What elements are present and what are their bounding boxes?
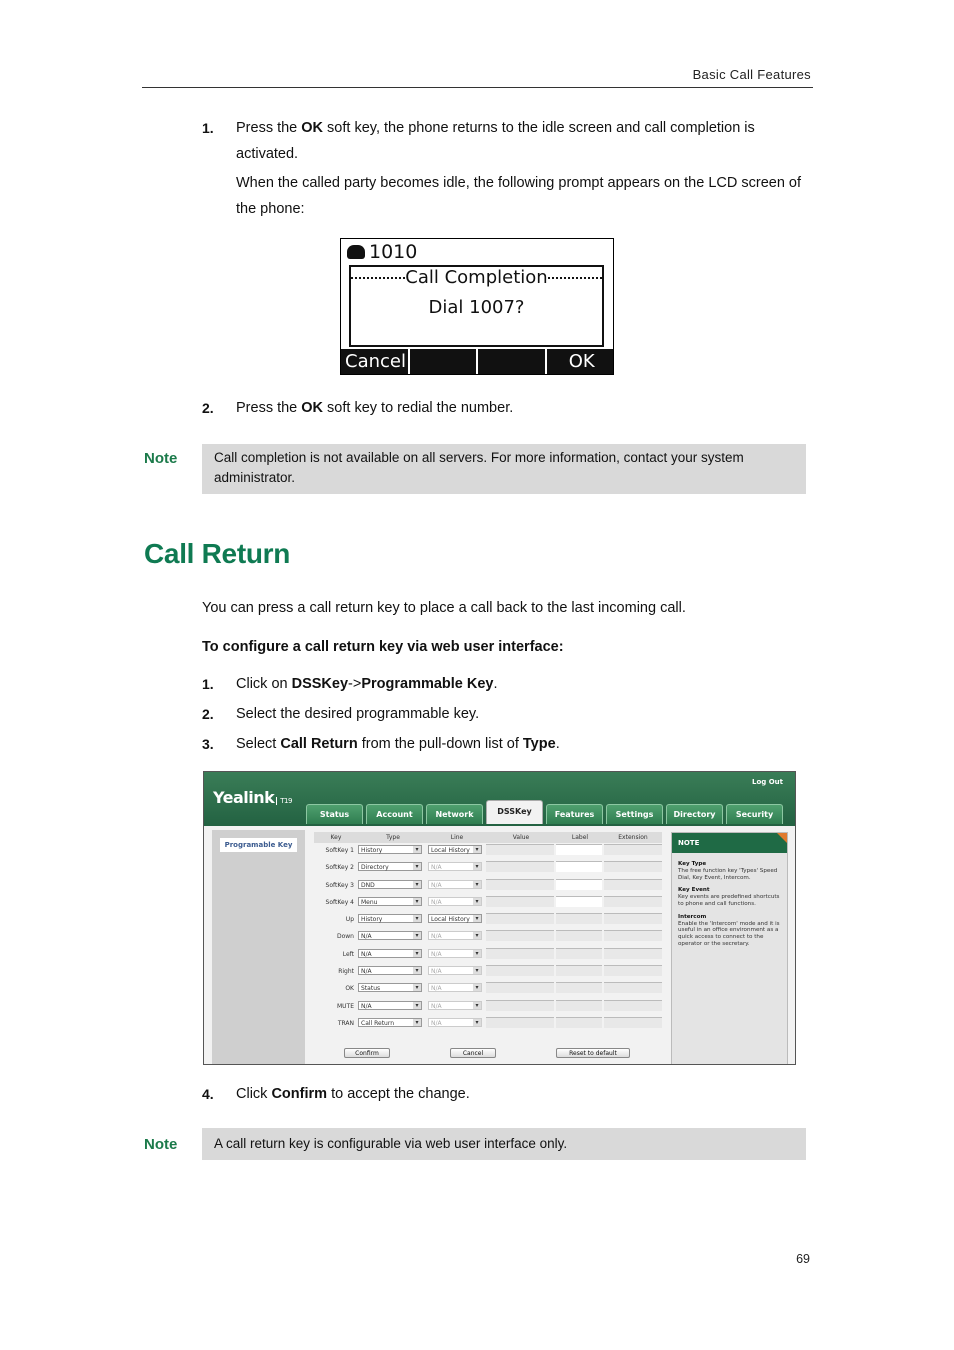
line-select[interactable]: N/A ▾ [428, 880, 482, 889]
extension-input[interactable] [604, 879, 662, 890]
label-input[interactable] [556, 948, 602, 959]
procedure-title: To configure a call return key via web user interface: [202, 639, 564, 655]
key-label: SoftKey 4 [325, 898, 354, 906]
extension-input[interactable] [604, 930, 662, 941]
table-row [314, 947, 662, 964]
table-row [314, 912, 662, 929]
softkey-ok[interactable]: OK [568, 351, 595, 372]
extension-input[interactable] [604, 948, 662, 959]
header-rule [142, 87, 813, 88]
label-input[interactable] [556, 861, 602, 872]
sidebar-item-programable-key[interactable]: Programable Key [220, 838, 297, 852]
web-note-panel [671, 832, 788, 1065]
paragraph: You can press a call return key to place a call back to the last incoming call. [202, 600, 686, 616]
key-label: OK [345, 985, 354, 993]
line-select[interactable]: N/A ▾ [428, 966, 482, 975]
web-ui-screenshot [203, 771, 796, 1065]
label-input[interactable] [556, 965, 602, 976]
label-input[interactable] [556, 844, 602, 855]
key-label: SoftKey 1 [325, 847, 354, 854]
tab-features[interactable]: Features [546, 804, 603, 824]
note-label: Note [144, 1136, 178, 1153]
step-text: Press the OK soft key to redial the number. [236, 400, 514, 416]
key-label: Down [336, 933, 354, 941]
key-label: Left [342, 950, 354, 958]
step-number: 1. [202, 676, 214, 692]
label-input[interactable] [556, 1000, 602, 1011]
step-text: Select the desired programmable key. [236, 706, 480, 722]
extension-input[interactable] [604, 1017, 662, 1028]
step-number: 2. [202, 400, 214, 416]
step-text: Click on DSSKey->Programmable Key. [236, 676, 498, 692]
step-number: 1. [202, 120, 214, 136]
extension-input[interactable] [604, 982, 662, 993]
softkey-cancel[interactable]: Cancel [341, 349, 410, 374]
type-select[interactable]: N/A ▾ [358, 1001, 422, 1010]
web-tab-bar [306, 804, 786, 824]
label-input[interactable] [556, 879, 602, 890]
column-header: Value [512, 834, 530, 841]
step-text: Click Confirm to accept the change. [236, 1086, 470, 1102]
line-select[interactable]: N/A ▾ [428, 862, 482, 871]
yealink-logo: Yealink T19 [213, 788, 292, 807]
type-select[interactable]: History ▾ [358, 845, 422, 854]
section-title: Call Return [144, 538, 291, 569]
line-select[interactable]: N/A ▾ [428, 897, 482, 906]
table-row [314, 878, 662, 895]
type-select[interactable]: N/A ▾ [358, 966, 422, 975]
type-select[interactable]: Menu ▾ [358, 897, 422, 906]
type-select[interactable]: N/A ▾ [358, 931, 422, 940]
table-row [314, 999, 662, 1016]
value-input[interactable] [486, 1000, 554, 1011]
tab-network[interactable]: Network [426, 804, 483, 824]
step-text: Press the OK soft key, the phone returns to the idle screen and call completion is activated. [236, 120, 755, 162]
tab-settings[interactable]: Settings [606, 804, 663, 824]
table-row [314, 895, 662, 912]
value-input[interactable] [486, 861, 554, 872]
value-input[interactable] [486, 982, 554, 993]
value-input[interactable] [486, 913, 554, 924]
type-select[interactable]: Directory ▾ [358, 862, 422, 871]
label-input[interactable] [556, 930, 602, 941]
table-row [314, 981, 662, 998]
extension-input[interactable] [604, 1000, 662, 1011]
dsskey-table [314, 832, 662, 1033]
lcd-account: 1010 [347, 241, 417, 263]
type-select[interactable]: N/A ▾ [358, 949, 422, 958]
page-number: 69 [796, 1252, 810, 1266]
value-input[interactable] [486, 879, 554, 890]
value-input[interactable] [486, 930, 554, 941]
value-input[interactable] [486, 1017, 554, 1028]
table-row [314, 843, 662, 860]
running-header: Basic Call Features [692, 67, 811, 82]
line-select[interactable]: Local History ▾ [428, 845, 482, 854]
type-select[interactable]: DND ▾ [358, 880, 422, 889]
key-label: MUTE [336, 1002, 354, 1010]
label-input[interactable] [556, 913, 602, 924]
step-number: 4. [202, 1086, 214, 1102]
value-input[interactable] [486, 844, 554, 855]
phone-lcd-screen [340, 238, 614, 375]
extension-input[interactable] [604, 861, 662, 872]
column-header: Extension [618, 834, 648, 841]
label-input[interactable] [556, 896, 602, 907]
web-sidebar [212, 830, 305, 1065]
label-input[interactable] [556, 982, 602, 993]
column-header: Key [330, 834, 342, 841]
paragraph: When the called party becomes idle, the following prompt appears on the LCD screen of the phone: [236, 175, 802, 217]
extension-input[interactable] [604, 844, 662, 855]
web-note-title: NOTE [672, 833, 787, 853]
note-label: Note [144, 450, 178, 467]
type-select[interactable]: Call Return ▾ [358, 1018, 422, 1027]
table-row [314, 1016, 662, 1033]
line-select[interactable]: N/A ▾ [428, 1001, 482, 1010]
key-label: SoftKey 3 [325, 881, 354, 889]
lcd-softkey-bar [341, 349, 613, 374]
web-note-body: Key Type The free function key 'Types' Speed Dial, Key Event, Intercom. Key Event Key events are predefined shortcuts to phone and call functions. Intercom Enable the 'Intercom' mode and it is useful in an office environment as a quick access to connect to the operator or the secretary. [678, 861, 780, 947]
type-select[interactable]: Status ▾ [358, 983, 422, 992]
confirm-button[interactable]: Confirm [344, 1048, 390, 1058]
step-number: 3. [202, 736, 214, 752]
logout-link[interactable]: Log Out [752, 778, 783, 786]
value-input[interactable] [486, 896, 554, 907]
phone-icon [347, 245, 365, 259]
extension-input[interactable] [604, 913, 662, 924]
note-box: A call return key is configurable via web user interface only. [202, 1128, 806, 1160]
table-row [314, 860, 662, 877]
step-text: Select Call Return from the pull-down list of Type. [236, 736, 560, 752]
line-select[interactable]: N/A ▾ [428, 931, 482, 940]
column-header: Label [571, 834, 589, 841]
key-label: TRAN [337, 1019, 354, 1027]
key-label: SoftKey 2 [325, 864, 354, 872]
column-header: Type [386, 834, 400, 841]
line-select[interactable]: N/A ▾ [428, 983, 482, 992]
step-number: 2. [202, 706, 214, 722]
table-header [314, 832, 662, 843]
value-input[interactable] [486, 948, 554, 959]
lcd-title: Call Completion [351, 267, 602, 288]
softkey-empty[interactable] [478, 349, 547, 374]
note-box: Call completion is not available on all servers. For more information, contact your system administrator. [202, 444, 806, 494]
tab-dsskey[interactable]: DSSKey [486, 800, 543, 824]
tab-account[interactable]: Account [366, 804, 423, 824]
lcd-frame [349, 265, 604, 347]
tab-directory[interactable]: Directory [666, 804, 723, 824]
table-row [314, 964, 662, 981]
tab-status[interactable]: Status [306, 804, 363, 824]
key-label: Up [345, 916, 354, 924]
value-input[interactable] [486, 965, 554, 976]
web-header [204, 772, 795, 826]
label-input[interactable] [556, 1017, 602, 1028]
line-select[interactable]: N/A ▾ [428, 1018, 482, 1027]
cancel-button[interactable]: Cancel [450, 1048, 496, 1058]
column-header: Line [450, 834, 464, 841]
type-select[interactable]: History ▾ [358, 914, 422, 923]
table-row [314, 929, 662, 946]
reset-button[interactable]: Reset to default [556, 1048, 630, 1058]
extension-input[interactable] [604, 965, 662, 976]
line-select[interactable]: N/A ▾ [428, 949, 482, 958]
line-select[interactable]: Local History ▾ [428, 914, 482, 923]
tab-security[interactable]: Security [726, 804, 783, 824]
key-label: Right [338, 968, 354, 976]
softkey-empty[interactable] [410, 349, 479, 374]
extension-input[interactable] [604, 896, 662, 907]
lcd-message: Dial 1007? [428, 297, 525, 318]
